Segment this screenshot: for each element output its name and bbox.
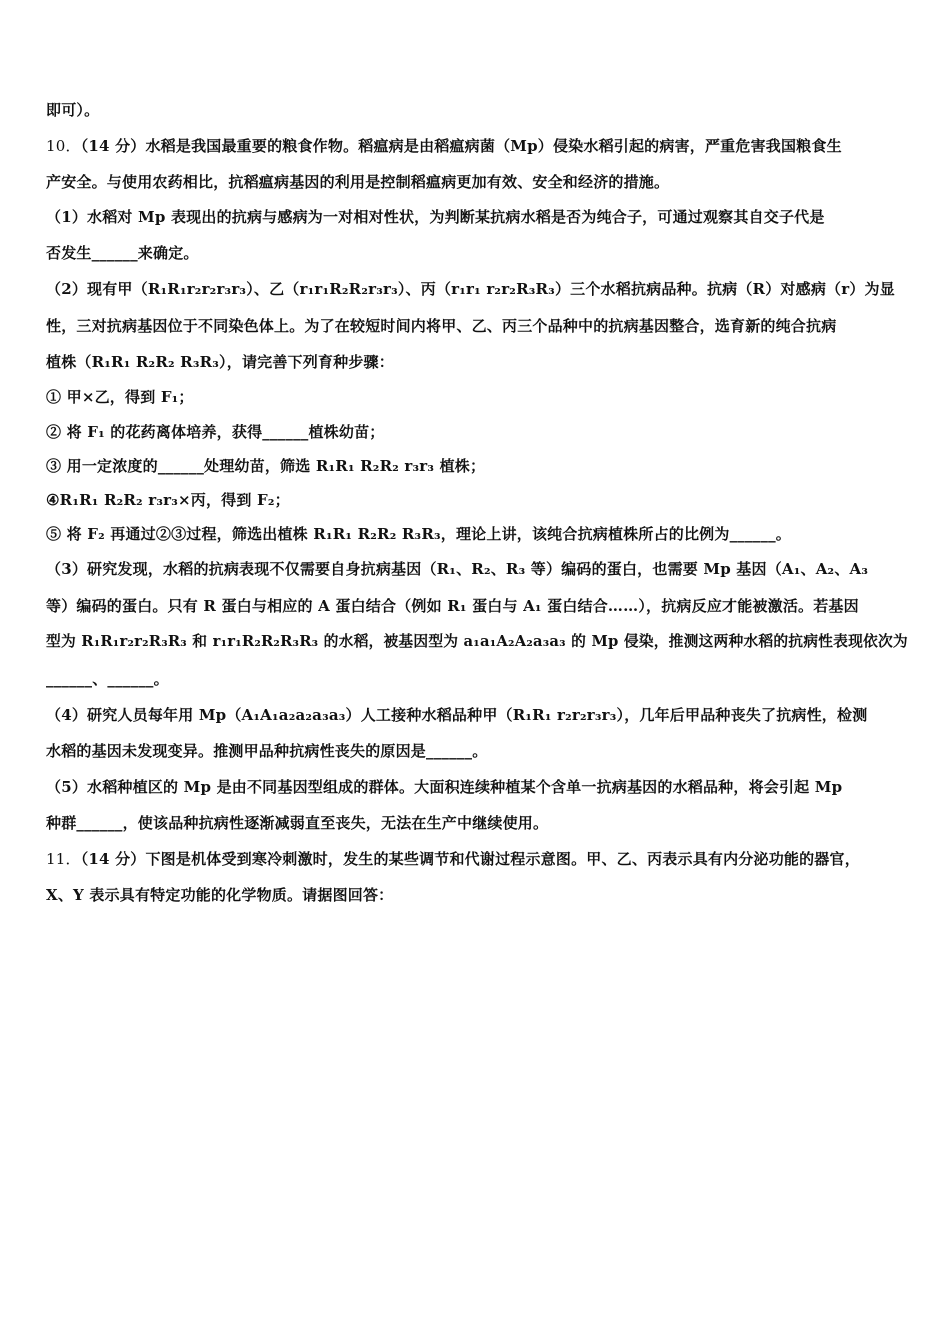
- text-line: （2）现有甲（R₁R₁r₂r₂r₃r₃）、乙（r₁r₁R₂R₂r₃r₃）、丙（r₁r₁ r₂r₂R₃R₃）三个水稻抗病品种。抗病（R）对感病（r）为显: [46, 280, 895, 298]
- text-line: 种群______，使该品种抗病性逐渐减弱直至丧失，无法在生产中继续使用。: [46, 814, 549, 832]
- text-line: X、Y 表示具有特定功能的化学物质。请据图回答：: [46, 886, 394, 904]
- text-line: （14 分）下图是机体受到寒冷刺激时，发生的某些调节和代谢过程示意图。甲、乙、丙表示具有内分泌功能的器官，: [80, 850, 860, 868]
- question-number: 10．: [46, 137, 81, 155]
- text-line: （4）研究人员每年用 Mp（A₁A₁a₂a₂a₃a₃）人工接种水稻品种甲（R₁R₁ r₂r₂r₃r₃），几年后甲品种丧失了抗病性，检测: [46, 706, 868, 724]
- text-line: 即可）。: [46, 101, 100, 119]
- step-2: ② 将 F₁ 的花药离体培养，获得______植株幼苗；: [46, 423, 385, 441]
- text-line: （14 分）水稻是我国最重要的粮食作物。稻瘟病是由稻瘟病菌（Mp）侵染水稻引起的病害，严重危害我国粮食生: [80, 137, 842, 155]
- text-line: （1）水稻对 Mp 表现出的抗病与感病为一对相对性状，为判断某抗病水稻是否为纯合子，可通过观察其自交子代是: [46, 208, 825, 226]
- text-line: 产安全。与使用农药相比，抗稻瘟病基因的利用是控制稻瘟病更加有效、安全和经济的措施。: [46, 173, 670, 191]
- text-line: ______、______。: [46, 670, 169, 688]
- question-number: 11．: [46, 850, 81, 868]
- step-1: ① 甲×乙，得到 F₁；: [46, 388, 194, 406]
- step-4: ④R₁R₁ R₂R₂ r₃r₃×丙，得到 F₂；: [46, 491, 290, 509]
- text-line: 植株（R₁R₁ R₂R₂ R₃R₃），请完善下列育种步骤：: [46, 353, 394, 371]
- question-10-line-1: [46, 136, 916, 156]
- text-line: 否发生______来确定。: [46, 244, 199, 262]
- step-5: ⑤ 将 F₂ 再通过②③过程，筛选出植株 R₁R₁ R₂R₂ R₃R₃，理论上讲，该纯合抗病植株所占的比例为______。: [46, 525, 791, 543]
- text-line: （5）水稻种植区的 Mp 是由不同基因型组成的群体。大面积连续种植某个含单一抗病基因的水稻品种，将会引起 Mp: [46, 778, 843, 796]
- text-line: 性，三对抗病基因位于不同染色体上。为了在较短时间内将甲、乙、丙三个品种中的抗病基因整合，选育新的纯合抗病: [46, 317, 837, 335]
- text-line: 水稻的基因未发现变异。推测甲品种抗病性丧失的原因是______。: [46, 742, 488, 760]
- text-line: （3）研究发现，水稻的抗病表现不仅需要自身抗病基因（R₁、R₂、R₃ 等）编码的蛋白，也需要 Mp 基因（A₁、A₂、A₃: [46, 560, 869, 578]
- text-line: 型为 R₁R₁r₂r₂R₃R₃ 和 r₁r₁R₂R₂R₃R₃ 的水稻，被基因型为 a₁a₁A₂A₂a₃a₃ 的 Mp 侵染，推测这两种水稻的抗病性表现依次为: [46, 633, 908, 650]
- text-line: 等）编码的蛋白。只有 R 蛋白与相应的 A 蛋白结合（例如 R₁ 蛋白与 A₁ 蛋白结合……），抗病反应才能被激活。若基因: [46, 597, 859, 615]
- question-11-line-1: [46, 849, 916, 869]
- step-3: ③ 用一定浓度的______处理幼苗，筛选 R₁R₁ R₂R₂ r₃r₃ 植株；: [46, 457, 486, 475]
